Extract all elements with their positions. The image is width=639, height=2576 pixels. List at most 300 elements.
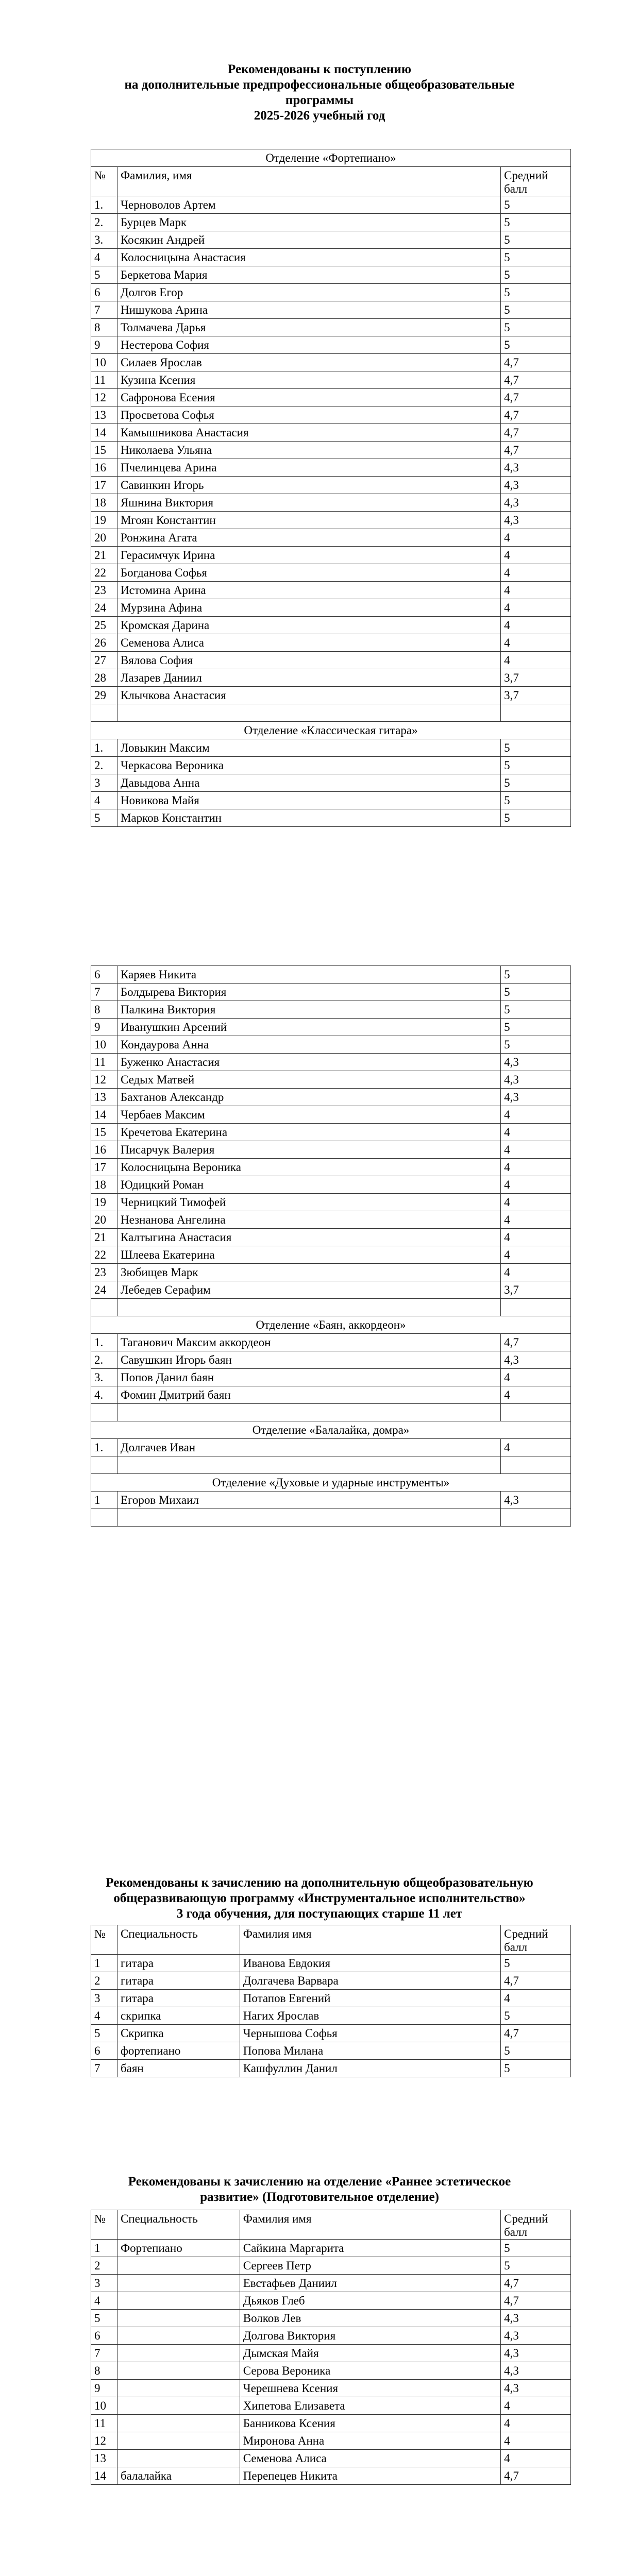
student-name: Яшнина Виктория [117, 494, 500, 512]
average-score: 5 [501, 809, 571, 827]
row-number: 26 [91, 634, 117, 652]
table-row [91, 757, 571, 774]
table-row [91, 809, 571, 827]
row-number: 4 [91, 2007, 117, 2025]
student-name: Серова Вероника [240, 2362, 500, 2380]
table-row [91, 1955, 571, 1972]
average-score: 3,7 [501, 669, 571, 687]
row-number: 9 [91, 336, 117, 354]
student-name: Лазарев Даниил [117, 669, 500, 687]
row-number: 19 [91, 1194, 117, 1211]
row-number: 4 [91, 792, 117, 809]
student-name: Богданова Софья [117, 564, 500, 582]
average-score: 4 [501, 1369, 571, 1386]
instrumental-program-table [91, 1925, 571, 2077]
table-row [91, 1369, 571, 1386]
row-number: 18 [91, 1176, 117, 1194]
student-name: Кречетова Екатерина [117, 1124, 500, 1141]
student-name: Толмачева Дарья [117, 319, 500, 336]
specialty [117, 2345, 240, 2362]
average-score: 4 [501, 1176, 571, 1194]
row-number: 7 [91, 2345, 117, 2362]
student-name: Черницкий Тимофей [117, 1194, 500, 1211]
student-name: Нагих Ярослав [240, 2007, 500, 2025]
table-row [91, 1334, 571, 1351]
row-number: 9 [91, 1019, 117, 1036]
specialty: скрипка [117, 2007, 240, 2025]
table-row [91, 1054, 571, 1071]
dept-label: Отделение «Классическая гитара» [91, 722, 571, 739]
table-row [91, 249, 571, 266]
table-row [91, 2042, 571, 2060]
header-number: № [91, 1925, 117, 1955]
specialty [117, 2292, 240, 2310]
header-score: Средний балл [501, 167, 571, 196]
average-score: 4,7 [501, 2467, 571, 2485]
table-row [91, 2007, 571, 2025]
blank-cell [501, 1509, 571, 1527]
blank-row [91, 1509, 571, 1527]
table-row [91, 214, 571, 231]
table-row [91, 966, 571, 984]
row-number: 15 [91, 442, 117, 459]
table-row [91, 301, 571, 319]
table-row [91, 459, 571, 477]
header-row [91, 2210, 571, 2240]
average-score: 4,7 [501, 2292, 571, 2310]
title-line: Рекомендованы к поступлению [228, 62, 411, 76]
table-row [91, 1246, 571, 1264]
student-name: Волков Лев [240, 2310, 500, 2327]
admission-table-body [91, 966, 571, 1527]
student-name: Нестерова София [117, 336, 500, 354]
row-number: 10 [91, 354, 117, 371]
table-row [91, 1141, 571, 1159]
table-row [91, 1194, 571, 1211]
blank-cell [91, 1456, 117, 1474]
table-row [91, 2310, 571, 2327]
student-name: Банникова Ксения [240, 2415, 500, 2432]
title-line: развитие» (Подготовительное отделение) [200, 2190, 439, 2204]
average-score: 5 [501, 966, 571, 984]
table-row [91, 406, 571, 424]
table-row [91, 336, 571, 354]
student-name: Долгачев Иван [117, 1439, 500, 1456]
row-number: 6 [91, 2042, 117, 2060]
table-row [91, 529, 571, 547]
table-row [91, 2450, 571, 2467]
average-score: 4 [501, 634, 571, 652]
row-number: 11 [91, 371, 117, 389]
student-name: Ронжина Агата [117, 529, 500, 547]
table-row [91, 1001, 571, 1019]
row-number: 5 [91, 266, 117, 284]
table-row [91, 2025, 571, 2042]
blank-cell [501, 704, 571, 722]
average-score: 5 [501, 2240, 571, 2257]
table-row [91, 371, 571, 389]
table-row [91, 2397, 571, 2415]
table-row [91, 389, 571, 406]
table-row [91, 547, 571, 564]
header-number: № [91, 2210, 117, 2240]
row-number: 1. [91, 1334, 117, 1351]
dept-label: Отделение «Духовые и ударные инструменты» [91, 1474, 571, 1492]
row-number: 14 [91, 1106, 117, 1124]
student-name: Калтыгина Анастасия [117, 1229, 500, 1246]
instrumental-program-title [88, 1875, 551, 1922]
student-name: Герасимчук Ирина [117, 547, 500, 564]
blank-cell [501, 1404, 571, 1421]
dept-fortepiano-label: Отделение «Фортепиано» [91, 149, 571, 167]
average-score: 4 [501, 617, 571, 634]
table-row [91, 2275, 571, 2292]
average-score: 5 [501, 249, 571, 266]
table-row [91, 354, 571, 371]
average-score: 4,3 [501, 494, 571, 512]
table-row [91, 1281, 571, 1299]
student-name: Марков Константин [117, 809, 500, 827]
average-score: 5 [501, 1955, 571, 1972]
average-score: 5 [501, 2257, 571, 2275]
average-score: 5 [501, 1019, 571, 1036]
header-name: Фамилия, имя [117, 167, 500, 196]
average-score: 4,7 [501, 406, 571, 424]
student-name: Черноволов Артем [117, 196, 500, 214]
header-score: Средний балл [501, 1925, 571, 1955]
row-number: 2 [91, 1972, 117, 1990]
header-name: Фамилия имя [240, 1925, 500, 1955]
average-score: 5 [501, 984, 571, 1001]
row-number: 24 [91, 599, 117, 617]
average-score: 5 [501, 2007, 571, 2025]
specialty: фортепиано [117, 2042, 240, 2060]
average-score: 4,3 [501, 1351, 571, 1369]
student-name: Кромская Дарина [117, 617, 500, 634]
row-number: 2 [91, 2257, 117, 2275]
row-number: 1. [91, 196, 117, 214]
average-score: 4,7 [501, 354, 571, 371]
row-number: 1 [91, 2240, 117, 2257]
student-name: Колосницына Вероника [117, 1159, 500, 1176]
row-number: 6 [91, 966, 117, 984]
row-number: 16 [91, 1141, 117, 1159]
average-score: 5 [501, 1001, 571, 1019]
row-number: 4. [91, 1386, 117, 1404]
student-name: Хипетова Елизавета [240, 2397, 500, 2415]
admission-table-page2 [91, 965, 571, 1527]
student-name: Клычкова Анастасия [117, 687, 500, 704]
row-number: 1 [91, 1955, 117, 1972]
admission-table-page1 [91, 149, 571, 827]
average-score: 4,3 [501, 2380, 571, 2397]
average-score: 4,3 [501, 2310, 571, 2327]
instrumental-table-body [91, 1925, 571, 2077]
row-number: 8 [91, 2362, 117, 2380]
average-score: 4 [501, 1229, 571, 1246]
specialty [117, 2257, 240, 2275]
row-number: 29 [91, 687, 117, 704]
row-number: 17 [91, 477, 117, 494]
title-line: программы [285, 93, 354, 107]
table-row [91, 634, 571, 652]
row-number: 27 [91, 652, 117, 669]
row-number: 3. [91, 231, 117, 249]
row-number: 3 [91, 1990, 117, 2007]
average-score: 4 [501, 1124, 571, 1141]
average-score: 4 [501, 2432, 571, 2450]
table-row [91, 1264, 571, 1281]
table-row [91, 582, 571, 599]
early-development-table [91, 2210, 571, 2485]
row-number: 22 [91, 1246, 117, 1264]
student-name: Савинкин Игорь [117, 477, 500, 494]
student-name: Бахтанов Александр [117, 1089, 500, 1106]
table-row [91, 1176, 571, 1194]
header-specialty: Специальность [117, 2210, 240, 2240]
average-score: 4 [501, 1159, 571, 1176]
table-row [91, 652, 571, 669]
average-score: 5 [501, 336, 571, 354]
row-number: 20 [91, 529, 117, 547]
table-row [91, 2292, 571, 2310]
row-number: 6 [91, 284, 117, 301]
specialty [117, 2380, 240, 2397]
average-score: 4,7 [501, 1334, 571, 1351]
specialty [117, 2450, 240, 2467]
row-number: 2. [91, 757, 117, 774]
student-name: Черкасова Вероника [117, 757, 500, 774]
average-score: 5 [501, 2042, 571, 2060]
average-score: 4,7 [501, 424, 571, 442]
row-number: 12 [91, 1071, 117, 1089]
header-score: Средний балл [501, 2210, 571, 2240]
average-score: 5 [501, 196, 571, 214]
average-score: 4 [501, 1106, 571, 1124]
title-line: Рекомендованы к зачислению на дополнительную общеобразовательную [106, 1876, 533, 1890]
dept-row [91, 722, 571, 739]
table-row [91, 669, 571, 687]
average-score: 4,7 [501, 371, 571, 389]
student-name: Сайкина Маргарита [240, 2240, 500, 2257]
average-score: 4,7 [501, 389, 571, 406]
average-score: 4 [501, 2415, 571, 2432]
student-name: Камышникова Анастасия [117, 424, 500, 442]
row-number: 23 [91, 582, 117, 599]
student-name: Чербаев Максим [117, 1106, 500, 1124]
early-development-table-body [91, 2210, 571, 2485]
row-number: 21 [91, 547, 117, 564]
row-number: 8 [91, 1001, 117, 1019]
average-score: 4 [501, 529, 571, 547]
row-number: 15 [91, 1124, 117, 1141]
header-specialty: Специальность [117, 1925, 240, 1955]
student-name: Долгачева Варвара [240, 1972, 500, 1990]
table-row [91, 494, 571, 512]
student-name: Лебедев Серафим [117, 1281, 500, 1299]
student-name: Фомин Дмитрий баян [117, 1386, 500, 1404]
student-name: Незнанова Ангелина [117, 1211, 500, 1229]
student-name: Бурцев Марк [117, 214, 500, 231]
student-name: Беркетова Мария [117, 266, 500, 284]
average-score: 4 [501, 547, 571, 564]
dept-label: Отделение «Балалайка, домра» [91, 1421, 571, 1439]
student-name: Дымская Майя [240, 2345, 500, 2362]
specialty: гитара [117, 1972, 240, 1990]
title-line: 3 года обучения, для поступающих старше 11 лет [176, 1907, 463, 1921]
table-row [91, 319, 571, 336]
row-number: 7 [91, 984, 117, 1001]
dept-label: Отделение «Баян, аккордеон» [91, 1316, 571, 1334]
table-row [91, 2345, 571, 2362]
table-row [91, 424, 571, 442]
table-row [91, 2240, 571, 2257]
blank-row [91, 1456, 571, 1474]
table-row [91, 774, 571, 792]
title-line: 2025-2026 учебный год [254, 109, 385, 123]
average-score: 5 [501, 792, 571, 809]
specialty [117, 2362, 240, 2380]
student-name: Кузина Ксения [117, 371, 500, 389]
specialty: балалайка [117, 2467, 240, 2485]
table-row [91, 1229, 571, 1246]
row-number: 4 [91, 2292, 117, 2310]
table-row [91, 1990, 571, 2007]
student-name: Колосницына Анастасия [117, 249, 500, 266]
row-number: 28 [91, 669, 117, 687]
blank-cell [117, 1509, 500, 1527]
row-number: 21 [91, 1229, 117, 1246]
average-score: 4,7 [501, 442, 571, 459]
average-score: 5 [501, 319, 571, 336]
average-score: 4 [501, 1194, 571, 1211]
student-name: Палкина Виктория [117, 1001, 500, 1019]
average-score: 4,7 [501, 2025, 571, 2042]
title-line: Рекомендованы к зачислению на отделение «Раннее эстетическое [128, 2175, 511, 2189]
student-name: Чернышова Софья [240, 2025, 500, 2042]
table-row [91, 564, 571, 582]
title-line: общеразвивающую программу «Инструментальное исполнительство» [113, 1891, 526, 1905]
table-row [91, 1071, 571, 1089]
table-row [91, 1159, 571, 1176]
student-name: Миронова Анна [240, 2432, 500, 2450]
table-row [91, 1089, 571, 1106]
blank-row [91, 704, 571, 722]
admission-title [88, 62, 551, 124]
table-row [91, 1019, 571, 1036]
student-name: Долгов Егор [117, 284, 500, 301]
blank-cell [117, 1456, 500, 1474]
table-row [91, 687, 571, 704]
student-name: Таганович Максим аккордеон [117, 1334, 500, 1351]
student-name: Мурзина Афина [117, 599, 500, 617]
table-row [91, 2362, 571, 2380]
table-row [91, 1492, 571, 1509]
student-name: Силаев Ярослав [117, 354, 500, 371]
row-number: 4 [91, 249, 117, 266]
blank-cell [117, 1404, 500, 1421]
average-score: 4,7 [501, 2275, 571, 2292]
student-name: Черешнева Ксения [240, 2380, 500, 2397]
student-name: Иванова Евдокия [240, 1955, 500, 1972]
student-name: Ловыкин Максим [117, 739, 500, 757]
row-number: 1. [91, 739, 117, 757]
table-row [91, 2380, 571, 2397]
table-row [91, 2467, 571, 2485]
average-score: 4,3 [501, 1054, 571, 1071]
student-name: Попов Данил баян [117, 1369, 500, 1386]
table-row [91, 792, 571, 809]
row-number: 25 [91, 617, 117, 634]
specialty [117, 2275, 240, 2292]
table-row [91, 284, 571, 301]
average-score: 5 [501, 284, 571, 301]
specialty [117, 2432, 240, 2450]
row-number: 13 [91, 406, 117, 424]
student-name: Семенова Алиса [240, 2450, 500, 2467]
row-number: 12 [91, 2432, 117, 2450]
row-number: 7 [91, 301, 117, 319]
table-row [91, 739, 571, 757]
student-name: Иванушкин Арсений [117, 1019, 500, 1036]
average-score: 4 [501, 2450, 571, 2467]
row-number: 3 [91, 2275, 117, 2292]
blank-row [91, 1404, 571, 1421]
specialty: гитара [117, 1990, 240, 2007]
dept-row [91, 1421, 571, 1439]
average-score: 4 [501, 582, 571, 599]
average-score: 4 [501, 564, 571, 582]
average-score: 4,3 [501, 477, 571, 494]
student-name: Долгова Виктория [240, 2327, 500, 2345]
admission-table-body [91, 149, 571, 827]
row-number: 9 [91, 2380, 117, 2397]
table-row [91, 2257, 571, 2275]
student-name: Вялова София [117, 652, 500, 669]
table-row [91, 196, 571, 214]
table-row [91, 1351, 571, 1369]
row-number: 12 [91, 389, 117, 406]
average-score: 5 [501, 301, 571, 319]
blank-cell [117, 704, 500, 722]
table-row [91, 512, 571, 529]
row-number: 7 [91, 2060, 117, 2077]
specialty: баян [117, 2060, 240, 2077]
student-name: Попова Милана [240, 2042, 500, 2060]
average-score: 5 [501, 757, 571, 774]
student-name: Семенова Алиса [117, 634, 500, 652]
student-name: Дьяков Глеб [240, 2292, 500, 2310]
student-name: Мгоян Константин [117, 512, 500, 529]
average-score: 3,7 [501, 687, 571, 704]
row-number: 5 [91, 809, 117, 827]
student-name: Сафронова Есения [117, 389, 500, 406]
student-name: Евстафьев Даниил [240, 2275, 500, 2292]
specialty: Скрипка [117, 2025, 240, 2042]
row-number: 2. [91, 214, 117, 231]
table-row [91, 1972, 571, 1990]
student-name: Буженко Анастасия [117, 1054, 500, 1071]
table-row [91, 599, 571, 617]
row-number: 17 [91, 1159, 117, 1176]
table-row [91, 266, 571, 284]
student-name: Просветова Софья [117, 406, 500, 424]
header-number: № [91, 167, 117, 196]
blank-row [91, 1299, 571, 1316]
student-name: Николаева Ульяна [117, 442, 500, 459]
average-score: 5 [501, 2060, 571, 2077]
blank-cell [91, 1404, 117, 1421]
